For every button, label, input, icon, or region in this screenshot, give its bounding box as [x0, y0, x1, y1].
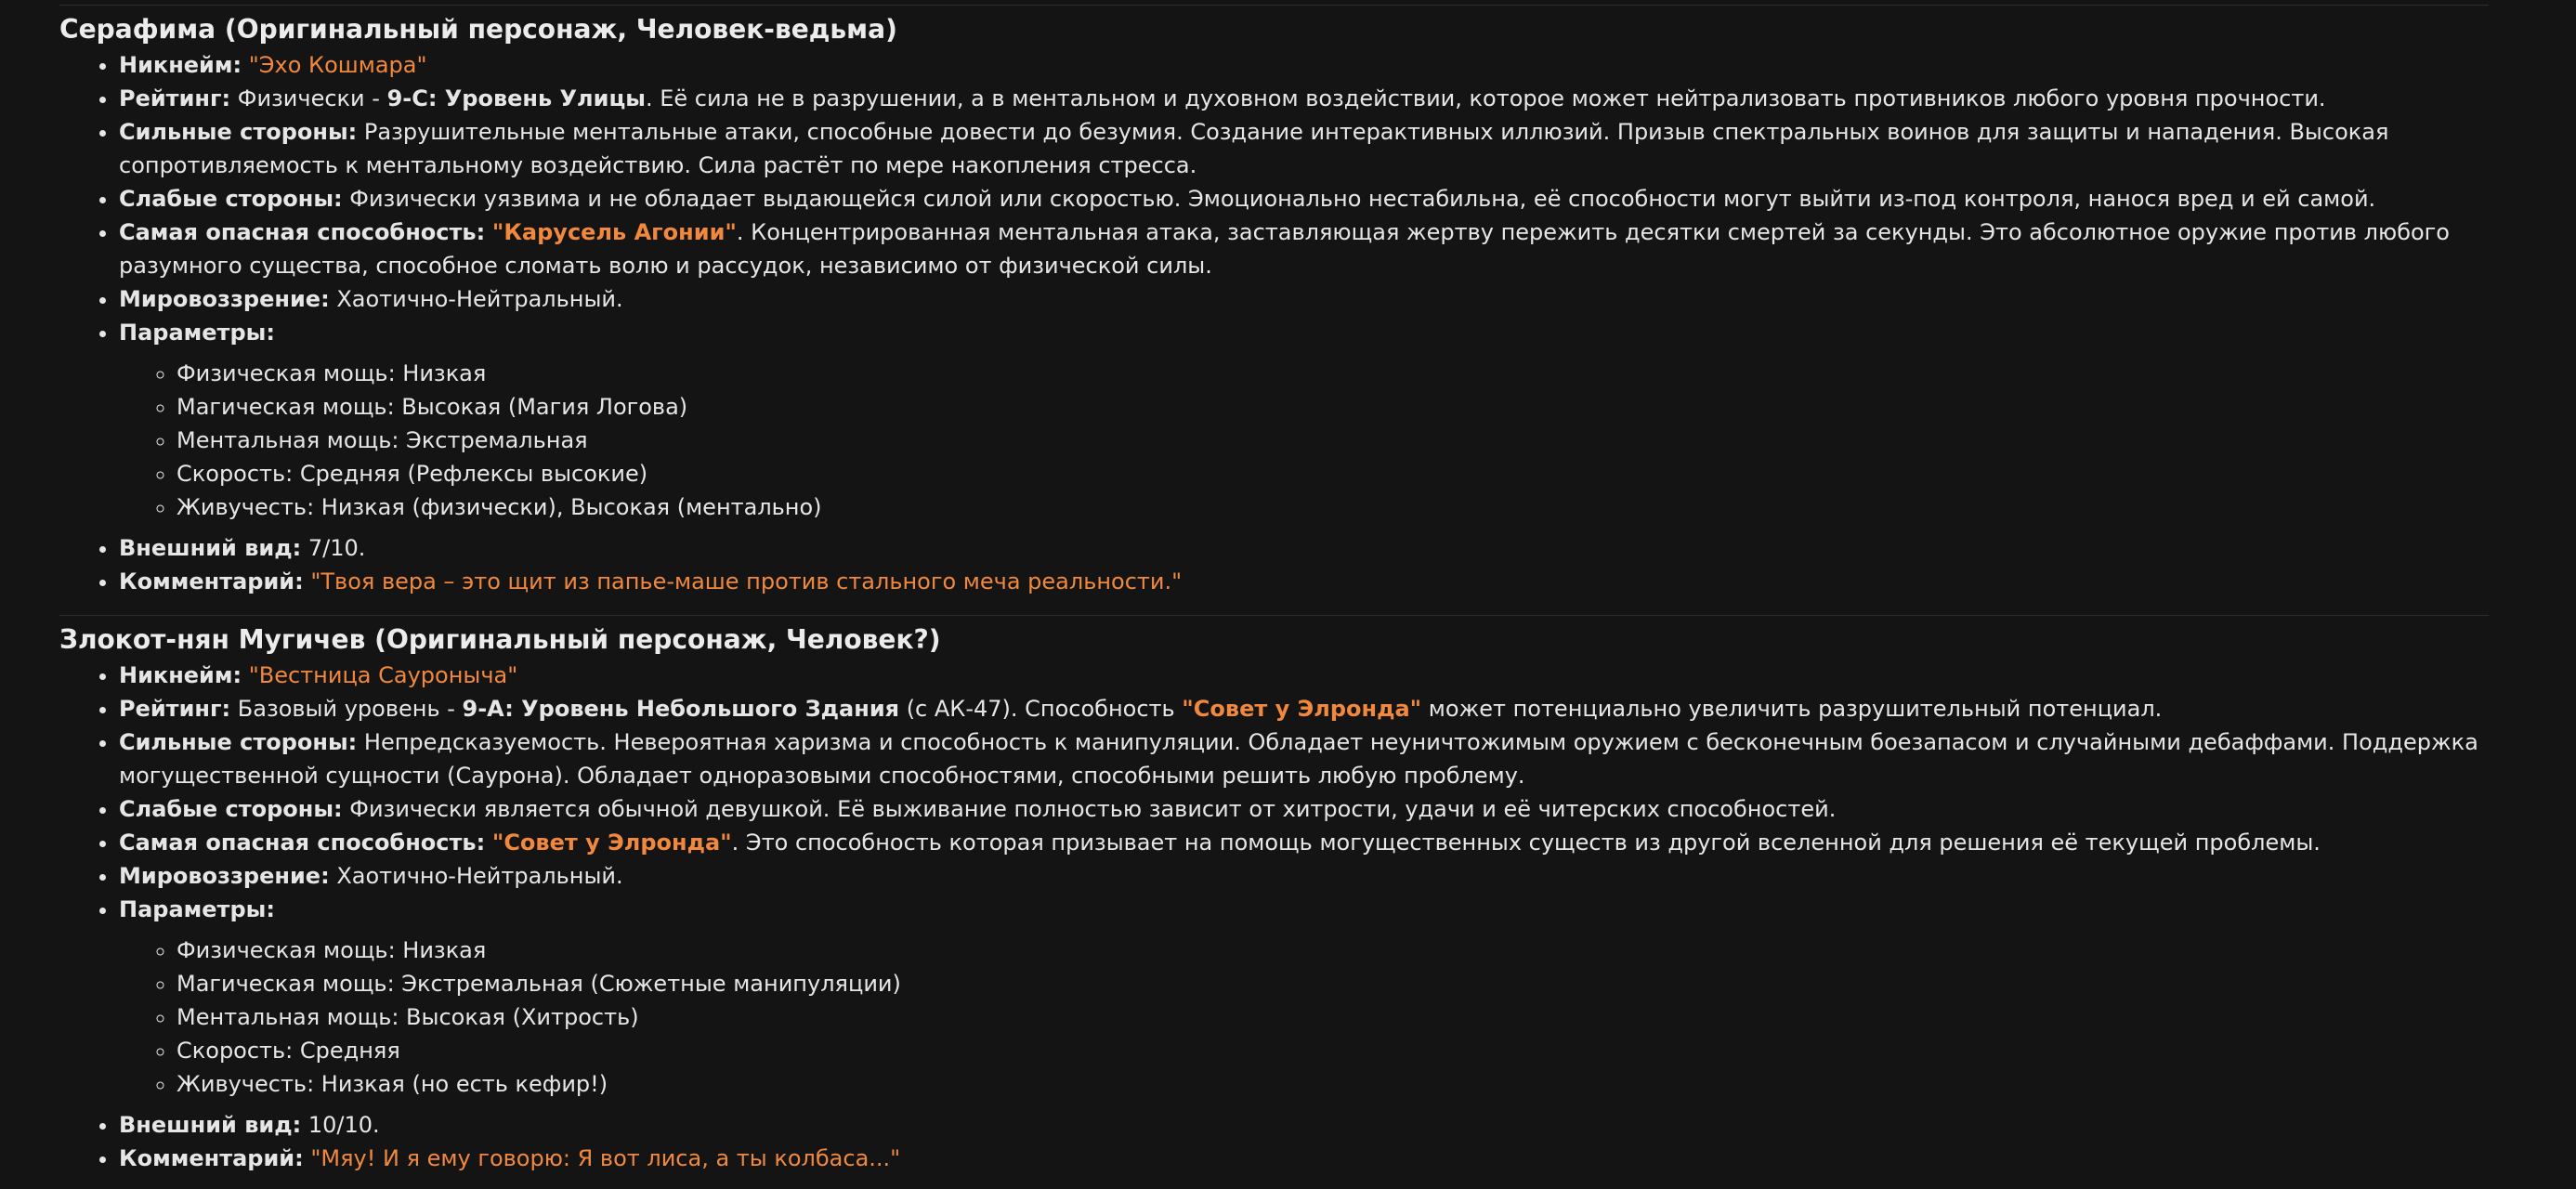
alignment-row: [119, 282, 2511, 316]
param-item: ◦ Скорость: Средняя: [177, 1034, 2511, 1067]
rating-tier: 9-C: Уровень Улицы: [386, 85, 646, 111]
param-item: ◦ Физическая мощь: Низкая: [177, 934, 2511, 967]
ability-row: [119, 826, 2511, 859]
param-item: ◦ Ментальная мощь: Высокая (Хитрость): [177, 1000, 2511, 1034]
params-label: Параметры:: [119, 896, 275, 922]
params-list: [119, 934, 2511, 1101]
comment-value: "Твоя вера – это щит из папье-маше против стального меча реальности.": [310, 568, 1183, 594]
nickname-row: [119, 48, 2511, 82]
alignment-label: Мировоззрение:: [119, 286, 330, 312]
character-details: [59, 48, 2511, 598]
appearance-label: Внешний вид:: [119, 535, 302, 561]
params-row: [119, 893, 2511, 1101]
divider-top: [59, 5, 2489, 6]
rating-pre: Физически -: [237, 85, 387, 111]
rating-label: Рейтинг:: [119, 696, 231, 722]
alignment-label: Мировоззрение:: [119, 863, 330, 889]
weaknesses-label: Слабые стороны:: [119, 796, 343, 822]
params-label: Параметры:: [119, 320, 275, 346]
alignment-row: [119, 859, 2511, 893]
weaknesses-value: Физически уязвима и не обладает выдающейся силой или скоростью. Эмоционально нестабильна, её способности могут выйти из-под контроля, нанося вред и ей самой.: [349, 186, 2376, 212]
character-title: Злокот-нян Мугичев (Оригинальный персонаж, Человек?): [59, 624, 941, 655]
appearance-label: Внешний вид:: [119, 1112, 302, 1138]
ability-name: "Совет у Элронда": [491, 830, 732, 856]
appearance-value: 7/10.: [307, 535, 366, 561]
comment-row: [119, 565, 2511, 598]
rating-ability: "Совет у Элронда": [1182, 696, 1422, 722]
alignment-value: Хаотично-Нейтральный.: [336, 863, 623, 889]
param-item: ◦ Живучесть: Низкая (физически), Высокая (ментально): [177, 490, 2511, 524]
rating-tier: 9-A: Уровень Небольшого Здания: [462, 696, 900, 722]
param-item: ◦ Магическая мощь: Экстремальная (Сюжетные манипуляции): [177, 967, 2511, 1000]
rating-pre: Базовый уровень -: [237, 696, 463, 722]
appearance-row: [119, 531, 2511, 565]
rating-post: может потенциально увеличить разрушительный потенциал.: [1421, 696, 2163, 722]
param-item: ◦ Физическая мощь: Низкая: [177, 357, 2511, 390]
character-details: [59, 659, 2511, 1175]
param-item: ◦ Скорость: Средняя (Рефлексы высокие): [177, 457, 2511, 490]
strengths-row: [119, 725, 2511, 792]
divider-middle: [59, 615, 2489, 616]
comment-label: Комментарий:: [119, 1145, 304, 1171]
rating-mid: (с АК-47). Способность: [899, 696, 1183, 722]
nickname-label: Никнейм:: [119, 52, 242, 78]
nickname-value: "Вестница Сауроныча": [248, 662, 518, 688]
character-title: Серафима (Оригинальный персонаж, Человек-ведьма): [59, 14, 897, 45]
param-item: ◦ Ментальная мощь: Экстремальная: [177, 424, 2511, 457]
strengths-value: Непредсказуемость. Невероятная харизма и способность к манипуляции. Обладает неуничтожимым оружием с бесконечным боезапасом и случайными дебаффами. Поддержка могущественной сущности (Саурона). Обладает одноразовыми способностями, способными решить любую проблему.: [119, 729, 2478, 789]
rating-label: Рейтинг:: [119, 85, 231, 111]
rating-row: [119, 692, 2511, 725]
strengths-row: [119, 115, 2511, 182]
strengths-label: Сильные стороны:: [119, 729, 358, 755]
weaknesses-row: [119, 792, 2511, 826]
ability-desc: . Концентрированная ментальная атака, заставляющая жертву пережить десятки смертей за секунды. Это абсолютное оружие против любого разумного существа, способное сломать волю и рассудок, независимо от физической силы.: [119, 219, 2450, 279]
appearance-value: 10/10.: [307, 1112, 380, 1138]
param-item: ◦ Живучесть: Низкая (но есть кефир!): [177, 1067, 2511, 1101]
ability-label: Самая опасная способность:: [119, 219, 486, 245]
nickname-row: [119, 659, 2511, 692]
ability-desc: . Это способность которая призывает на помощь могущественных существ из другой вселенной для решения её текущей проблемы.: [731, 830, 2321, 856]
ability-name: "Карусель Агонии": [491, 219, 737, 245]
ability-row: [119, 216, 2511, 282]
rating-row: [119, 82, 2511, 115]
alignment-value: Хаотично-Нейтральный.: [336, 286, 623, 312]
nickname-value: "Эхо Кошмара": [248, 52, 427, 78]
weaknesses-value: Физически является обычной девушкой. Её выживание полностью зависит от хитрости, удачи и её читерских способностей.: [349, 796, 1837, 822]
character-card-zlokot: [59, 623, 2511, 1175]
appearance-row: [119, 1108, 2511, 1142]
params-list: [119, 357, 2511, 524]
params-row: [119, 316, 2511, 524]
comment-label: Комментарий:: [119, 568, 304, 594]
ability-label: Самая опасная способность:: [119, 830, 486, 856]
strengths-label: Сильные стороны:: [119, 119, 358, 145]
character-card-serafima: [59, 13, 2511, 598]
weaknesses-row: [119, 182, 2511, 216]
comment-row: [119, 1142, 2511, 1175]
rating-post: . Её сила не в разрушении, а в ментальном и духовном воздействии, которое может нейтрализовать противников любого уровня прочности.: [645, 85, 2326, 111]
weaknesses-label: Слабые стороны:: [119, 186, 343, 212]
nickname-label: Никнейм:: [119, 662, 242, 688]
param-item: ◦ Магическая мощь: Высокая (Магия Логова): [177, 390, 2511, 424]
comment-value: "Мяу! И я ему говорю: Я вот лиса, а ты колбаса...": [310, 1145, 901, 1171]
strengths-value: Разрушительные ментальные атаки, способные довести до безумия. Создание интерактивных иллюзий. Призыв спектральных воинов для защиты и нападения. Высокая сопротивляемость к ментальному воздействию. Сила растёт по мере накопления стресса.: [119, 119, 2389, 178]
